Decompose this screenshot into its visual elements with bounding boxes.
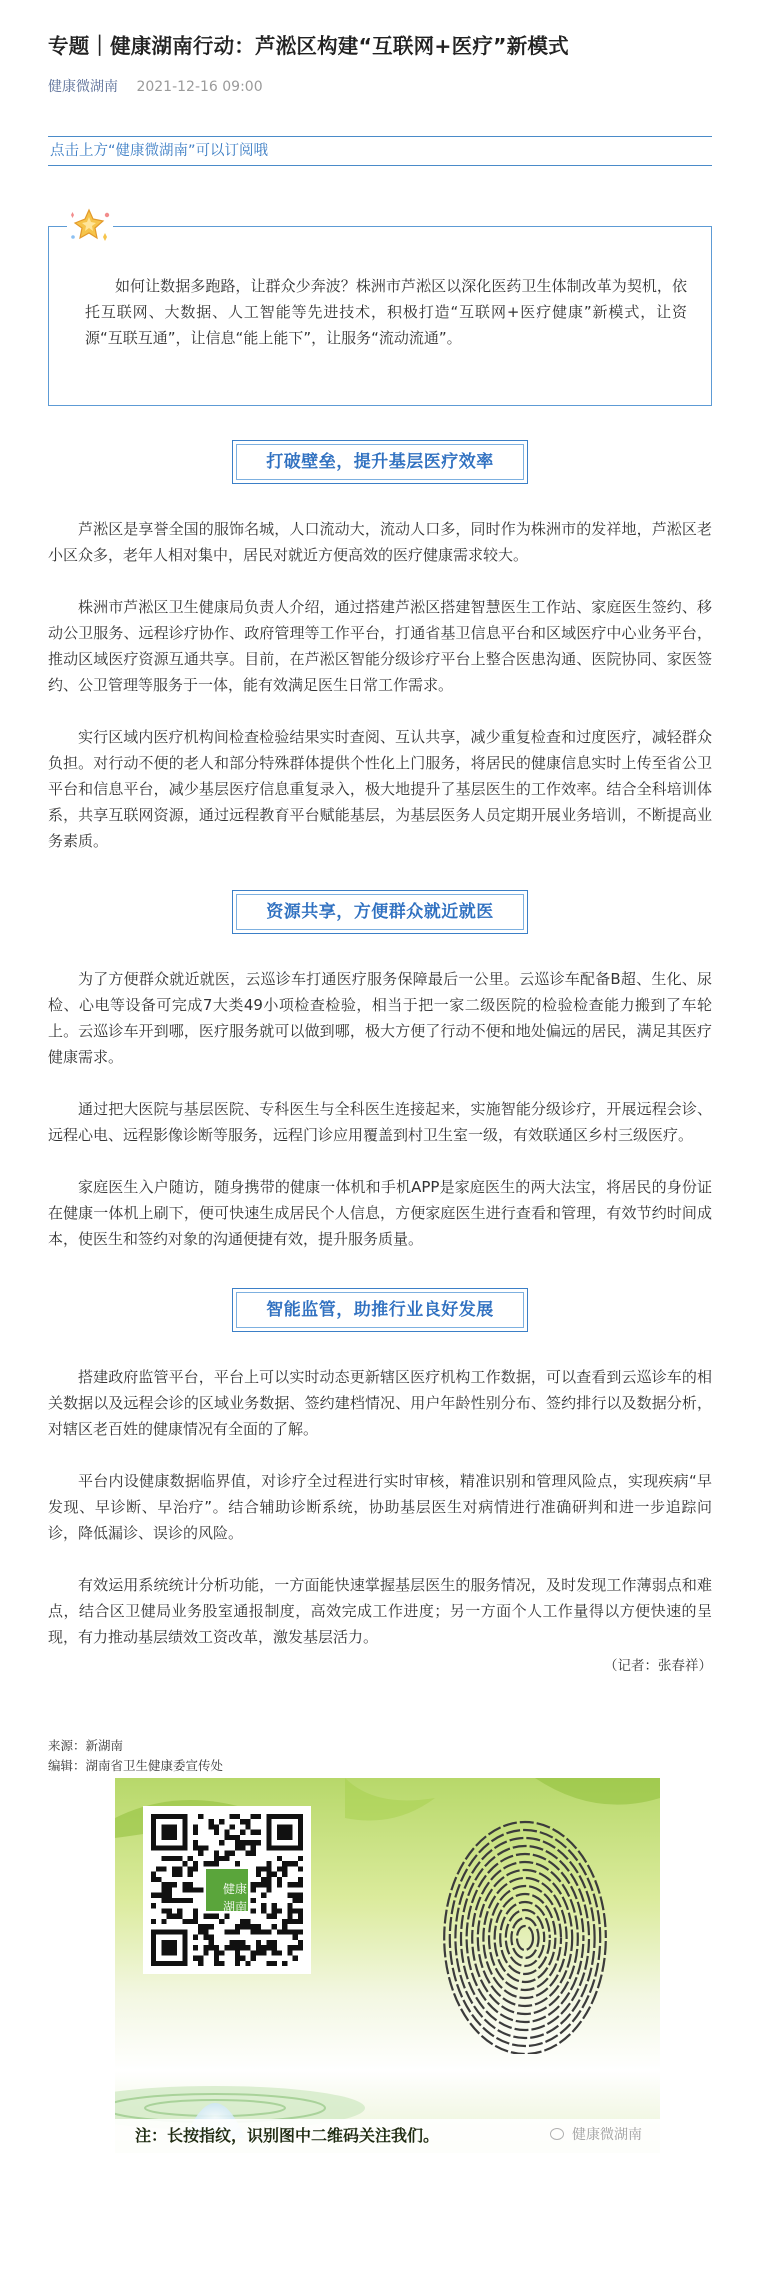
qr-follow-image[interactable] — [115, 1778, 660, 2153]
paragraph: 通过把大医院与基层医院、专科医生与全科医生连接起来，实施智能分级诊疗，开展远程会诊、远程心电、远程影像诊断等服务，远程门诊应用覆盖到村卫生室一级，有效联通区乡村三级医疗。 — [48, 1100, 712, 1144]
section-heading-1 — [232, 440, 528, 484]
watermark-text: 健康微湖南 — [572, 2127, 642, 2143]
section-heading-2-text: 资源共享，方便群众就近就医 — [236, 894, 524, 930]
paragraph: 实行区域内医疗机构间检查检验结果实时查阅、互认共享，减少重复检查和过度医疗，减轻群众负担。对行动不便的老人和部分特殊群体提供个性化上门服务，将居民的健康信息实时上传至省公卫平台和信息平台，减少基层医疗信息重复录入，极大地提升了基层医生的工作效率。结合全科培训体系，共享互联网资源，通过远程教育平台赋能基层，为基层医务人员定期开展业务培训，不断提高业务素质。 — [48, 728, 712, 850]
qr-code[interactable] — [143, 1806, 311, 1974]
section-heading-3 — [232, 1288, 528, 1332]
fingerprint-icon[interactable] — [441, 1814, 609, 2054]
publish-date: 2021-12-16 09:00 — [136, 79, 263, 95]
section-heading-2 — [232, 890, 528, 934]
paragraph: 为了方便群众就近就医，云巡诊车打通医疗服务保障最后一公里。云巡诊车配备B超、生化、尿检、心电等设备可完成7大类49小项检查检验，相当于把一家二级医院的检验检查能力搬到了车轮上。云巡诊车开到哪，医疗服务就可以做到哪，极大方便了行动不便和地处偏远的居民，满足其医疗健康需求。 — [48, 970, 712, 1066]
star-sparkle-icon — [67, 207, 113, 249]
section-heading-1-text: 打破壁垒，提升基层医疗效率 — [236, 444, 524, 480]
reporter-credit: （记者：张春祥） — [604, 1658, 712, 1674]
article-title: 专题｜健康湖南行动：芦淞区构建“互联网+医疗”新模式 — [48, 34, 569, 58]
paragraph: 家庭医生入户随访，随身携带的健康一体机和手机APP是家庭医生的两大法宝，将居民的身份证在健康一体机上刷下，便可快速生成居民个人信息，方便家庭医生进行查看和管理，有效节约时间成本，使医生和签约对象的沟通便捷有效，提升服务质量。 — [48, 1178, 712, 1248]
wechat-watermark — [550, 2125, 642, 2145]
account-name-link[interactable]: 健康微湖南 — [48, 79, 118, 95]
paragraph: 株洲市芦淞区卫生健康局负责人介绍，通过搭建芦淞区搭建智慧医生工作站、家庭医生签约、移动公卫服务、远程诊疗协作、政府管理等工作平台，打通省基卫信息平台和区域医疗中心业务平台，推动区域医疗资源互通共享。目前，在芦淞区智能分级诊疗平台上整合医患沟通、医院协同、家医签约、公卫管理等服务于一体，能有效满足医生日常工作需求。 — [48, 598, 712, 694]
source-line: 来源：新湖南 — [48, 1738, 124, 1753]
section-heading-3-text: 智能监管，助推行业良好发展 — [236, 1292, 524, 1328]
wechat-icon — [550, 2128, 564, 2140]
intro-paragraph: 如何让数据多跑路，让群众少奔波？株洲市芦淞区以深化医药卫生体制改革为契机，依托互联网、大数据、人工智能等先进技术，积极打造“互联网+医疗健康”新模式，让资源“互联互通”，让信息“能上能下”，让服务“流动流通”。 — [85, 277, 687, 347]
qr-caption: 注：长按指纹，识别图中二维码关注我们。 — [115, 2119, 660, 2153]
article-meta — [48, 76, 712, 98]
logo-line-2: 湖南 — [222, 1900, 247, 1914]
paragraph: 平台内设健康数据临界值，对诊疗全过程进行实时审核，精准识别和管理风险点，实现疾病“早发现、早诊断、早治疗”。结合辅助诊断系统，协助基层医生对病情进行准确研判和进一步追踪问诊，降低漏诊、误诊的风险。 — [48, 1472, 712, 1542]
intro-box — [48, 226, 712, 406]
paragraph: 芦淞区是享誉全国的服饰名城，人口流动大，流动人口多，同时作为株洲市的发祥地，芦淞区老小区众多，老年人相对集中，居民对就近方便高效的医疗健康需求较大。 — [48, 520, 712, 564]
subscribe-banner[interactable]: 点击上方“健康微湖南”可以订阅哦 — [48, 136, 712, 166]
paragraph: 搭建政府监管平台，平台上可以实时动态更新辖区医疗机构工作数据，可以查看到云巡诊车的相关数据以及远程会诊的区域业务数据、签约建档情况、用户年龄性别分布、签约排行以及数据分析，对辖区老百姓的健康情况有全面的了解。 — [48, 1368, 712, 1438]
health-hunan-logo-icon — [213, 1876, 257, 1920]
editor-line: 编辑：湖南省卫生健康委宣传处 — [48, 1758, 224, 1773]
logo-line-1: 健康 — [222, 1882, 247, 1896]
paragraph: 有效运用系统统计分析功能，一方面能快速掌握基层医生的服务情况，及时发现工作薄弱点和难点，结合区卫健局业务股室通报制度，高效完成工作进度；另一方面个人工作量得以方便快速的呈现，有力推动基层绩效工资改革，激发基层活力。 — [48, 1576, 712, 1646]
